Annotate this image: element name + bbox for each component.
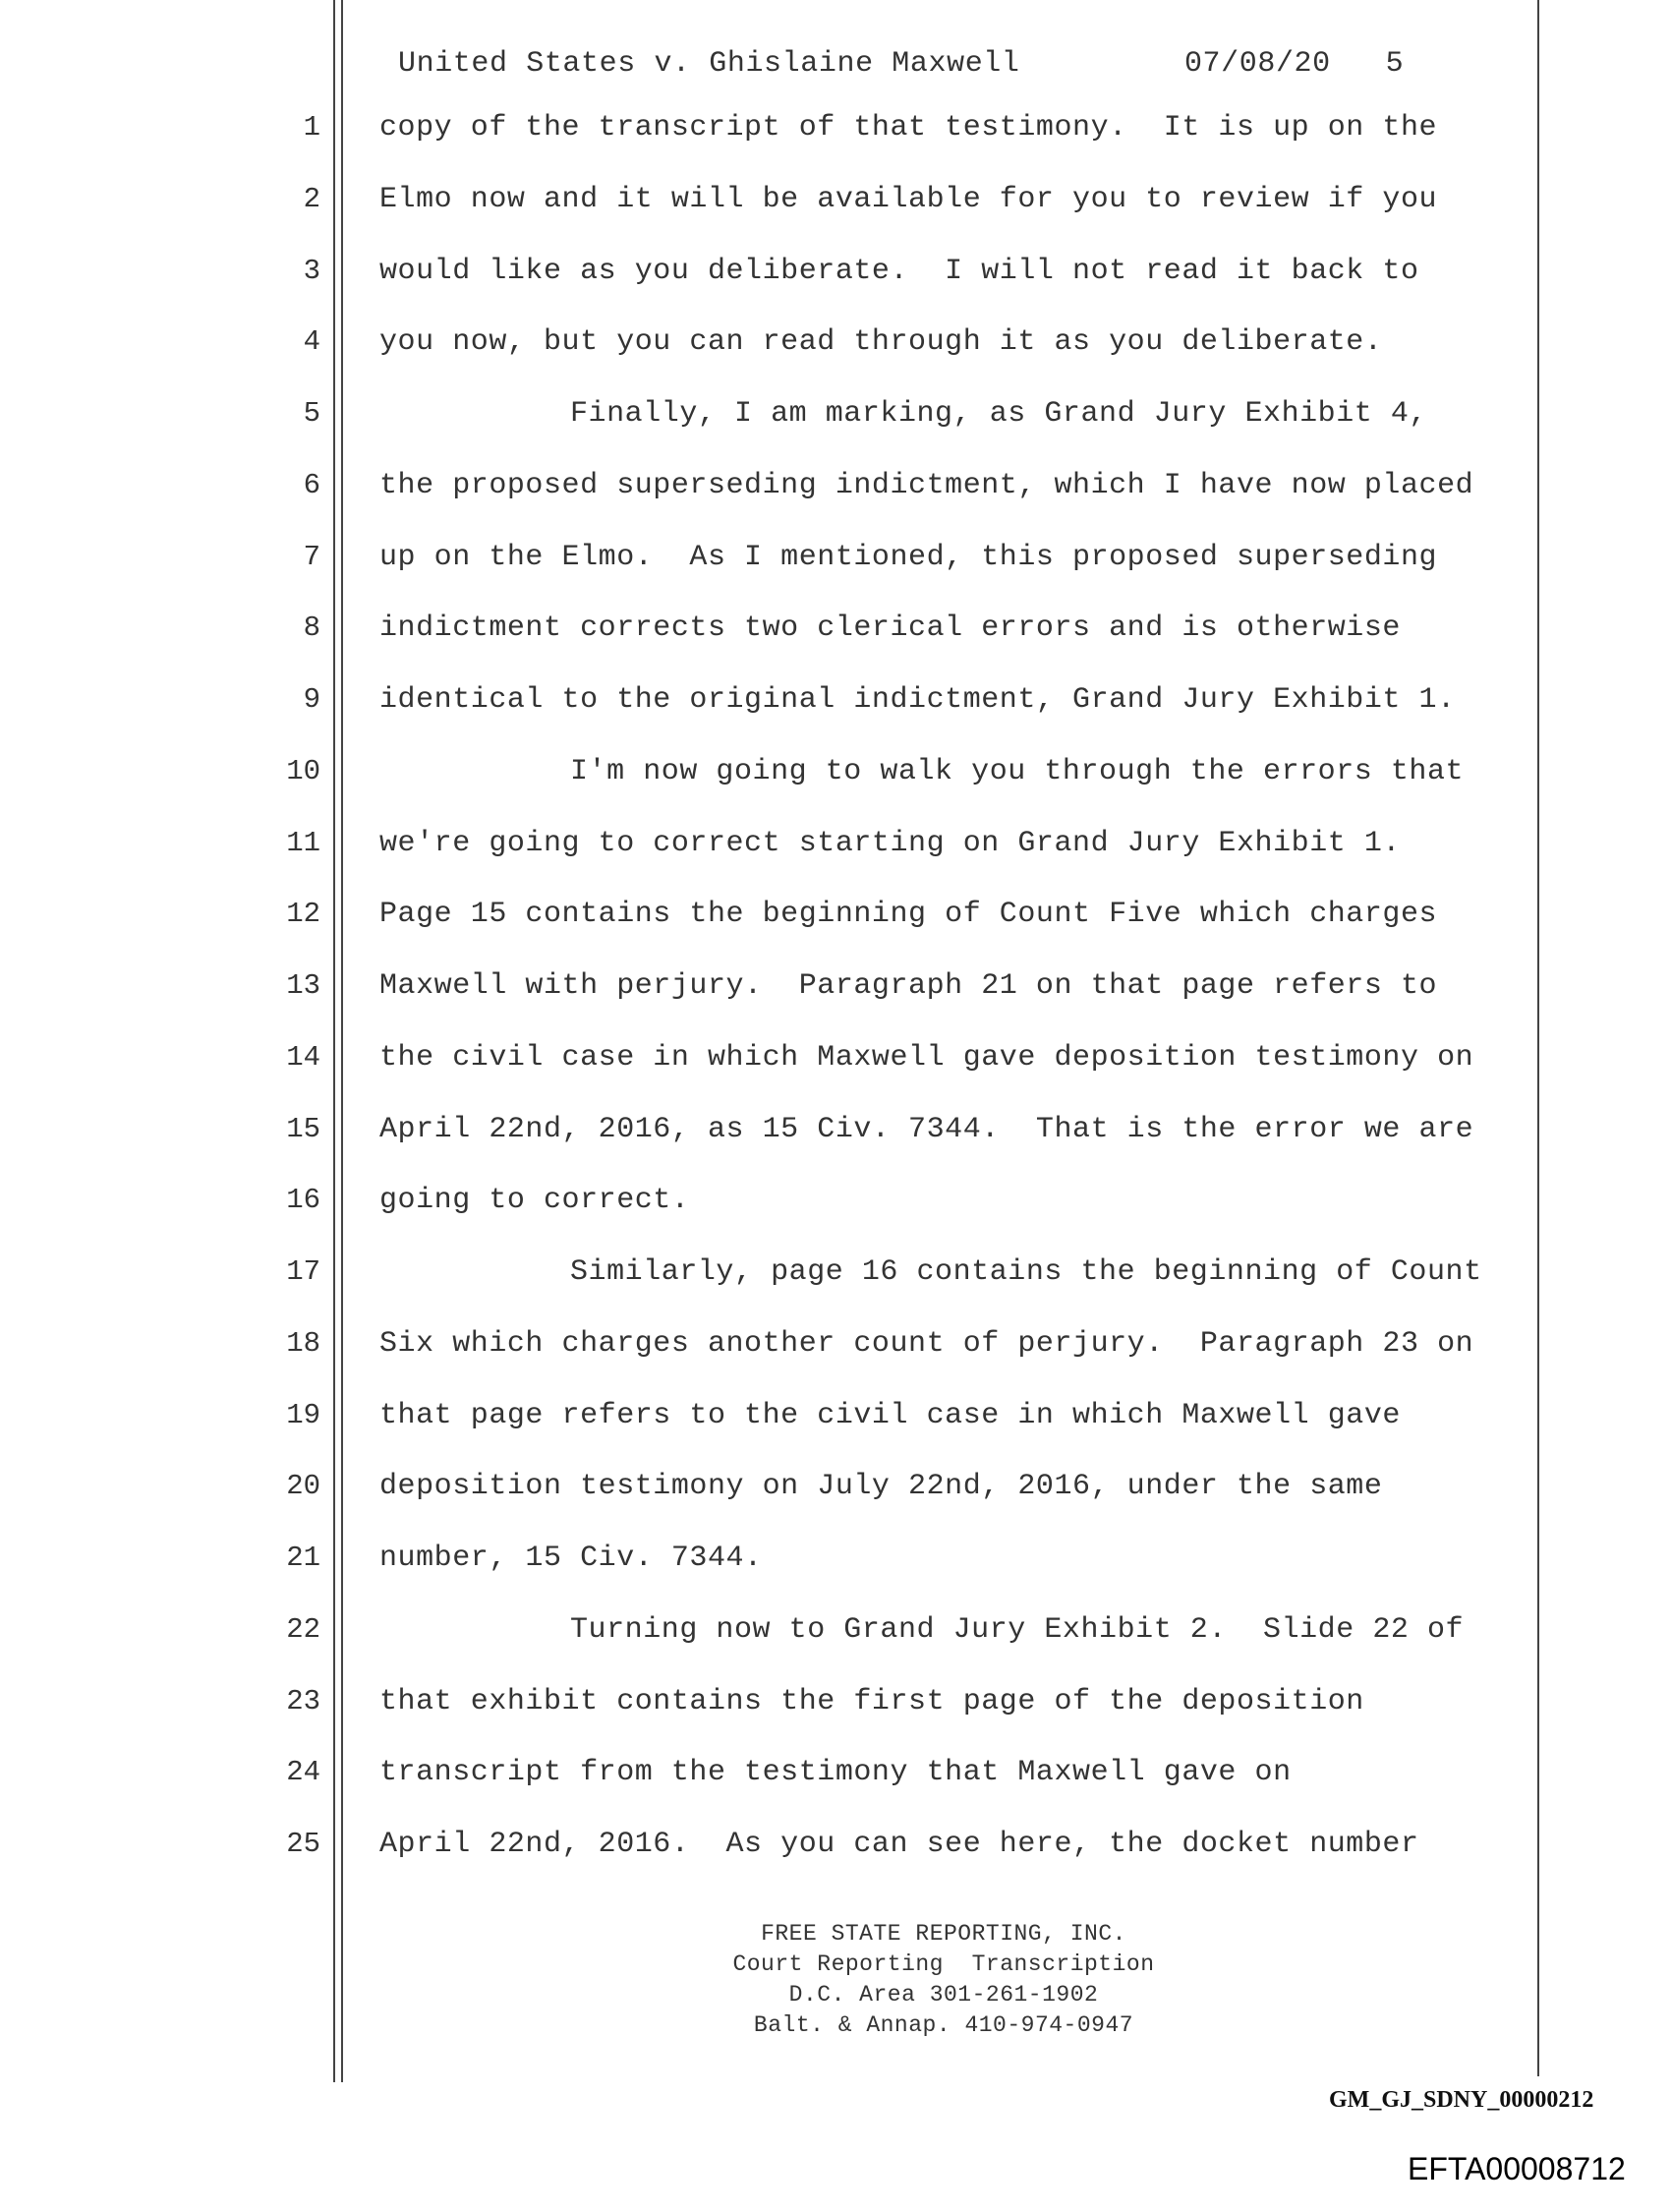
line-number: 15 (286, 1113, 320, 1145)
left-margin-rule-outer (333, 0, 335, 2082)
line-number: 5 (303, 397, 320, 430)
line-number: 11 (286, 827, 320, 859)
line-number: 21 (286, 1542, 320, 1574)
transcript-line: going to correct. (379, 1184, 690, 1217)
bates-number: GM_GJ_SDNY_00000212 (1329, 2087, 1594, 2113)
line-number: 20 (286, 1470, 320, 1502)
line-number: 4 (303, 325, 320, 358)
transcript-line: Maxwell with perjury. Paragraph 21 on that page refers to (379, 969, 1438, 1003)
line-number: 17 (286, 1255, 320, 1288)
transcript-line: Elmo now and it will be available for you to review if you (379, 183, 1438, 216)
transcript-line: Six which charges another count of perjury. Paragraph 23 on (379, 1327, 1474, 1361)
reporter-company: FREE STATE REPORTING, INC. (761, 1921, 1126, 1947)
line-number: 25 (286, 1828, 320, 1860)
transcript-line: the proposed superseding indictment, which I have now placed (379, 469, 1474, 502)
transcript-line: indictment corrects two clerical errors and is otherwise (379, 611, 1401, 645)
line-number: 10 (286, 755, 320, 787)
transcript-line: I'm now going to walk you through the errors that (570, 755, 1465, 788)
transcript-line: the civil case in which Maxwell gave deposition testimony on (379, 1041, 1474, 1075)
right-margin-rule (1537, 0, 1539, 2076)
transcript-line: copy of the transcript of that testimony. It is up on the (379, 111, 1438, 145)
line-number: 1 (303, 111, 320, 144)
transcript-line: Finally, I am marking, as Grand Jury Exhibit 4, (570, 397, 1427, 431)
transcript-line: April 22nd, 2016. As you can see here, the docket number (379, 1828, 1419, 1861)
transcript-line: that exhibit contains the first page of the deposition (379, 1685, 1364, 1718)
transcript-line: identical to the original indictment, Grand Jury Exhibit 1. (379, 683, 1456, 717)
transcript-line: Similarly, page 16 contains the beginning of Count (570, 1255, 1482, 1289)
transcript-line: that page refers to the civil case in which Maxwell gave (379, 1399, 1401, 1432)
transcript-line: Turning now to Grand Jury Exhibit 2. Slide 22 of (570, 1613, 1465, 1647)
reporter-footer (688, 1919, 1199, 2041)
reporter-balt-phone: Balt. & Annap. 410-974-0947 (753, 2012, 1134, 2038)
transcript-line: number, 15 Civ. 7344. (379, 1542, 763, 1575)
line-number: 3 (303, 255, 320, 287)
case-title: United States v. Ghislaine Maxwell (398, 47, 1020, 81)
page-header (398, 47, 1404, 81)
transcript-line: we're going to correct starting on Grand Jury Exhibit 1. (379, 827, 1401, 860)
line-number: 16 (286, 1184, 320, 1216)
efta-number: EFTA00008712 (1408, 2151, 1626, 2186)
line-number: 6 (303, 469, 320, 501)
reporter-service: Court Reporting Transcription (732, 1951, 1155, 1977)
transcript-line: Page 15 contains the beginning of Count Five which charges (379, 898, 1438, 931)
transcript-line: April 22nd, 2016, as 15 Civ. 7344. That is the error we are (379, 1113, 1474, 1146)
line-number: 22 (286, 1613, 320, 1646)
line-number: 9 (303, 683, 320, 716)
left-margin-rule-inner (341, 0, 343, 2082)
line-number: 18 (286, 1327, 320, 1360)
header-date: 07/08/20 (1183, 47, 1331, 81)
line-number: 19 (286, 1399, 320, 1431)
line-number: 13 (286, 969, 320, 1002)
reporter-dc-phone: D.C. Area 301-261-1902 (788, 1982, 1099, 2008)
line-number: 2 (303, 183, 320, 215)
line-number: 7 (303, 541, 320, 573)
line-number: 12 (286, 898, 320, 930)
line-number: 24 (286, 1756, 320, 1788)
transcript-line: you now, but you can read through it as you deliberate. (379, 325, 1383, 359)
line-number: 14 (286, 1041, 320, 1074)
transcript-line: transcript from the testimony that Maxwell gave on (379, 1756, 1292, 1789)
line-number: 8 (303, 611, 320, 644)
transcript-line: up on the Elmo. As I mentioned, this proposed superseding (379, 541, 1438, 574)
transcript-line: deposition testimony on July 22nd, 2016, under the same (379, 1470, 1383, 1503)
line-number: 23 (286, 1685, 320, 1717)
transcript-line: would like as you deliberate. I will not read it back to (379, 255, 1419, 288)
page-number: 5 (1385, 47, 1405, 81)
